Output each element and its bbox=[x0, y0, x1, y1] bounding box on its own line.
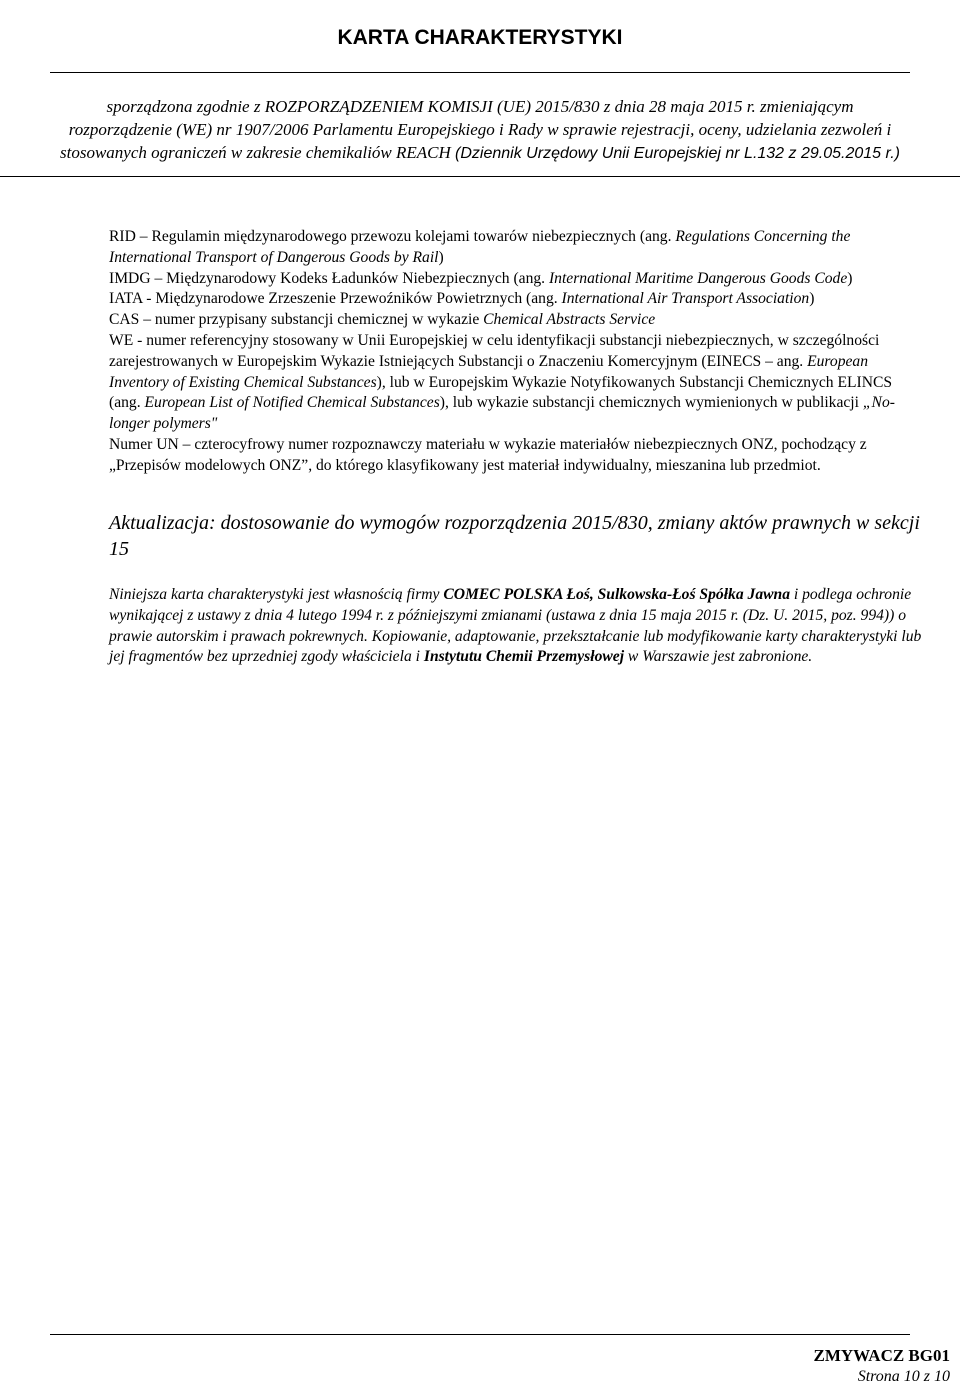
definition-we-nlp: „No-longer polymers" bbox=[109, 394, 895, 433]
subtitle-line-1: sporządzona zgodnie z ROZPORZĄDZENIEM KOMISJI (UE) 2015/830 z dnia 28 maja 2015 r. zmieniającym bbox=[106, 97, 854, 116]
institute-name: Instytutu Chemii Przemysłowej bbox=[423, 648, 625, 666]
product-code: ZMYWACZ BG01 bbox=[813, 1346, 950, 1365]
definition-iata bbox=[109, 289, 924, 310]
definition-un: Numer UN – czterocyfrowy numer rozpoznawczy materiału w wykazie materiałów niebezpiecznych ONZ, pochodzący z „Przepisów modelowych ONZ”, do którego klasyfikowany jest materiał indywidualny, mieszanina lub przedmiot. bbox=[109, 435, 867, 474]
definition-imdg bbox=[109, 269, 924, 290]
subtitle-line-3a: stosowanych ograniczeń w zakresie chemikaliów REACH bbox=[60, 143, 456, 162]
document-title: KARTA CHARAKTERYSTYKI bbox=[337, 26, 623, 49]
regulation-subtitle bbox=[40, 95, 920, 165]
header-divider bbox=[50, 72, 910, 73]
header-bottom-divider bbox=[0, 176, 960, 177]
update-note: Aktualizacja: dostosowanie do wymogów rozporządzenia 2015/830, zmiany aktów prawnych w sekcji 15 bbox=[109, 512, 920, 560]
definition-iata-english: International Air Transport Association bbox=[561, 290, 810, 308]
definition-rid bbox=[109, 227, 924, 269]
definition-rid-close: ) bbox=[438, 248, 444, 266]
footer-divider bbox=[50, 1334, 910, 1335]
definition-imdg-english: International Maritime Dangerous Goods Code bbox=[548, 269, 848, 287]
definition-we-text: WE - numer referencyjny stosowany w Unii Europejskiej w celu identyfikacji substancji niebezpiecznych, w szczególności zarejestrowanych w Europejskim Wykazie Istniejących Substancji o Znaczeniu Komercyjnym (EINECS – ang. bbox=[109, 331, 880, 370]
ownership-text-1: Niniejsza karta charakterystyki jest własnością firmy bbox=[109, 586, 444, 603]
definition-imdg-close: ) bbox=[847, 269, 853, 287]
ownership-notice bbox=[109, 585, 924, 668]
subtitle-line-2: rozporządzenie (WE) nr 1907/2006 Parlamentu Europejskiego i Rady w sprawie rejestracji, oceny, udzielania zezwoleń i bbox=[68, 120, 892, 139]
subtitle-line-3 bbox=[40, 141, 920, 165]
definition-cas-english: Chemical Abstracts Service bbox=[483, 311, 656, 329]
definition-cas bbox=[109, 310, 924, 331]
company-name: COMEC POLSKA Łoś, Sulkowska-Łoś Spółka Jawna bbox=[443, 586, 790, 603]
subtitle-line-3b: (Dziennik Urzędowy Unii Europejskiej nr L.132 z 29.05.2015 r.) bbox=[455, 145, 900, 162]
ownership-text-3: w Warszawie jest zabronione. bbox=[624, 648, 813, 666]
definition-iata-text: IATA - Międzynarodowe Zrzeszenie Przewoźników Powietrznych (ang. bbox=[109, 290, 562, 308]
definition-rid-english: Regulations Concerning the International Transport of Dangerous Goods by Rail bbox=[109, 228, 851, 266]
definition-we-text-2: ), lub w Europejskim Wykazie Notyfikowanych Substancji Chemicznych ELINCS (ang. bbox=[109, 373, 893, 412]
definition-imdg-text: IMDG – Międzynarodowy Kodeks Ładunków Niebezpiecznych (ang. bbox=[109, 269, 549, 287]
abbreviations-list bbox=[109, 227, 924, 477]
definition-we-text-3: ), lub wykazie substancji chemicznych wymienionych w publikacji bbox=[439, 394, 863, 412]
page-number: Strona 10 z 10 bbox=[857, 1368, 950, 1385]
definition-we-elincs: European List of Notified Chemical Substances bbox=[144, 394, 440, 412]
definition-we-einecs: European Inventory of Existing Chemical Substances bbox=[109, 352, 869, 391]
definition-cas-text: CAS – numer przypisany substancji chemicznej w wykazie bbox=[109, 311, 484, 329]
definition-we bbox=[109, 331, 924, 435]
definition-rid-text: RID – Regulamin międzynarodowego przewozu kolejami towarów niebezpiecznych (ang. bbox=[109, 228, 676, 245]
ownership-text-2: i podlega ochronie wynikającej z ustawy z dnia 4 lutego 1994 r. z późniejszymi zmianami (ustawa z dnia 15 maja 2015 r. (Dz. U. 2015, poz. 994)) o prawie autorskim i prawach pokrewnych. Kopiowanie, adaptowanie, przekształcanie lub modyfikowanie karty charakterystyki lub jej fragmentów bez uprzedniej zgody właściciela i bbox=[109, 586, 922, 666]
definition-iata-close: ) bbox=[809, 290, 815, 308]
